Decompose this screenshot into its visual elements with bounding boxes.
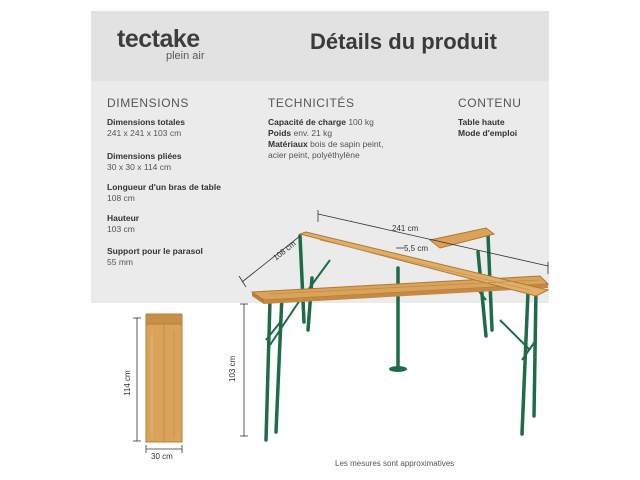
brand-logo: tectake [117,25,200,53]
dim-label: Support pour le parasol [107,246,203,256]
footnote: Les mesures sont approximatives [335,459,455,468]
contenu-heading: CONTENU [458,96,522,110]
dim-label: Dimensions totales [107,117,185,127]
tech-value: env. 21 kg [293,128,333,138]
cross-table-image [252,228,548,440]
width-label: 241 cm [392,224,419,233]
contenu-item: Mode d'emploi [458,128,518,138]
technicites-heading: TECHNICITÉS [268,96,355,110]
tech-label: Poids [268,128,292,138]
contenu-item: Table haute [458,117,505,127]
tech-label: Capacité de charge [268,117,346,127]
dim-value: 108 cm [107,193,135,203]
brand-tagline: plein air [166,50,205,62]
tech-value: 100 kg [348,117,374,127]
tech-label: Matériaux [268,139,308,149]
folded-width-label: 30 cm [151,452,173,461]
dim-value: 241 x 241 x 103 cm [107,128,182,138]
dim-value: 55 mm [107,257,133,267]
gap-label: 5,5 cm [404,244,429,253]
folded-height-label: 114 cm [123,370,132,396]
height-label: 103 cm [228,355,237,382]
tech-value-cont: acier peint, polyéthylène [268,150,360,160]
dim-label: Longueur d'un bras de table [107,182,221,192]
folded-table-image [133,314,182,453]
dimensions-heading: DIMENSIONS [107,96,190,110]
dim-value: 30 x 30 x 114 cm [107,162,172,172]
arm-label: 108 cm [271,239,298,263]
dim-label: Hauteur [107,213,140,223]
tech-value: bois de sapin peint, [310,139,384,149]
page-title: Détails du produit [310,29,497,54]
dim-label: Dimensions pliées [107,151,182,161]
dim-value: 103 cm [107,224,135,234]
